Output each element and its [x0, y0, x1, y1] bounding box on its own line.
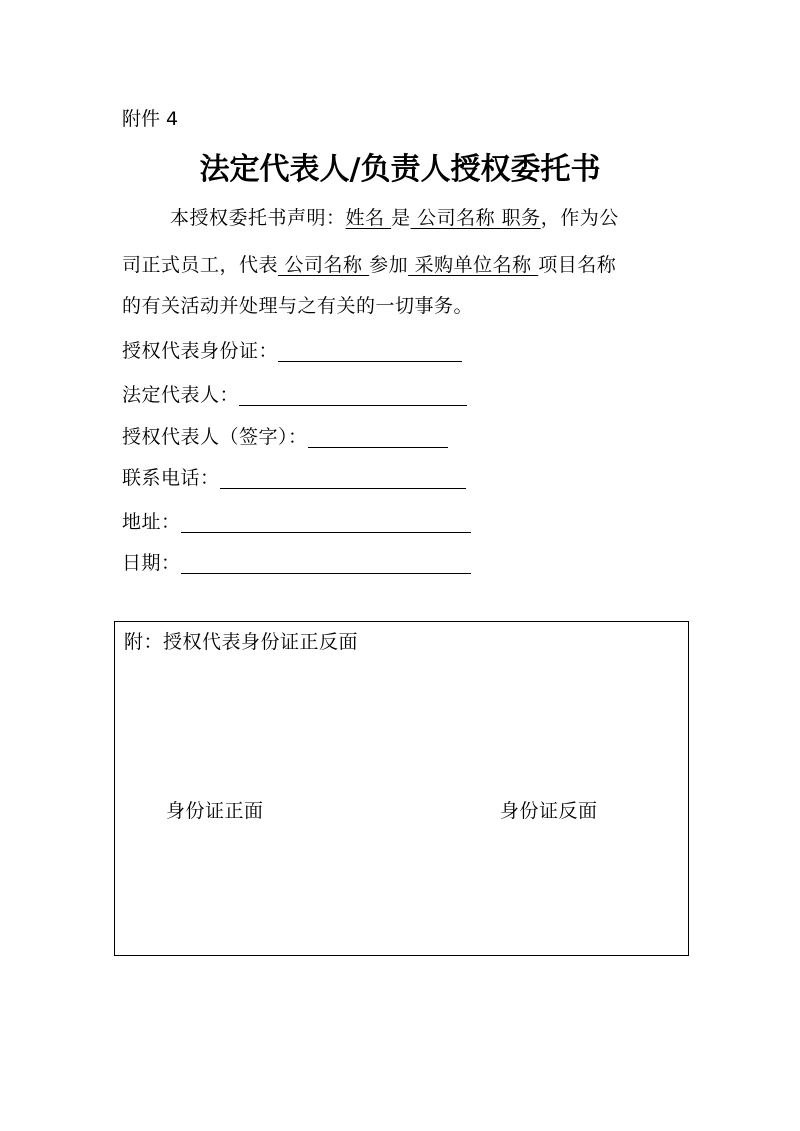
address-label: 地址： — [122, 511, 181, 533]
id-card-back-label: 身份证反面 — [500, 800, 598, 822]
signature-label: 授权代表人（签字）： — [122, 426, 308, 448]
id-card-blank[interactable] — [278, 361, 462, 362]
legal-rep-blank[interactable] — [239, 405, 467, 406]
statement-suffix: ，作为公 — [540, 207, 619, 229]
statement-is: 是 — [391, 207, 411, 229]
statement-line-1 — [170, 204, 619, 232]
address-field — [122, 508, 482, 536]
phone-blank[interactable] — [220, 488, 466, 489]
statement-line-2 — [122, 251, 616, 279]
phone-label: 联系电话： — [122, 467, 220, 489]
id-box-caption: 附：授权代表身份证正反面 — [124, 631, 359, 653]
represent-company-field: 公司名称 — [278, 254, 370, 276]
date-field — [122, 549, 482, 577]
project-name-field: 项目名称 — [538, 254, 617, 276]
document-title: 法定代表人/负责人授权委托书 — [199, 152, 601, 187]
date-label: 日期： — [122, 552, 181, 574]
id-card-front-label: 身份证正面 — [166, 800, 264, 822]
date-blank[interactable] — [181, 573, 471, 574]
purchaser-field: 采购单位名称 — [408, 254, 539, 276]
attachment-label: 附件 4 — [122, 108, 179, 130]
position-field: 职务 — [501, 207, 541, 229]
signature-blank[interactable] — [308, 447, 448, 448]
id-card-field — [122, 337, 482, 365]
id-card-label: 授权代表身份证： — [122, 340, 279, 362]
statement-join: 参加 — [369, 254, 409, 276]
statement-line-3: 的有关活动并处理与之有关的一切事务。 — [122, 295, 474, 317]
name-field: 姓名 — [345, 207, 392, 229]
signature-field — [122, 423, 482, 451]
phone-field — [122, 464, 482, 492]
legal-rep-label: 法定代表人： — [122, 384, 240, 406]
id-card-box — [114, 621, 689, 956]
legal-rep-field — [122, 381, 482, 409]
address-blank[interactable] — [181, 532, 471, 533]
statement-line-2-prefix: 司正式员工，代表 — [122, 254, 279, 276]
company-field: 公司名称 — [410, 207, 502, 229]
statement-prefix: 本授权委托书声明： — [170, 207, 346, 229]
